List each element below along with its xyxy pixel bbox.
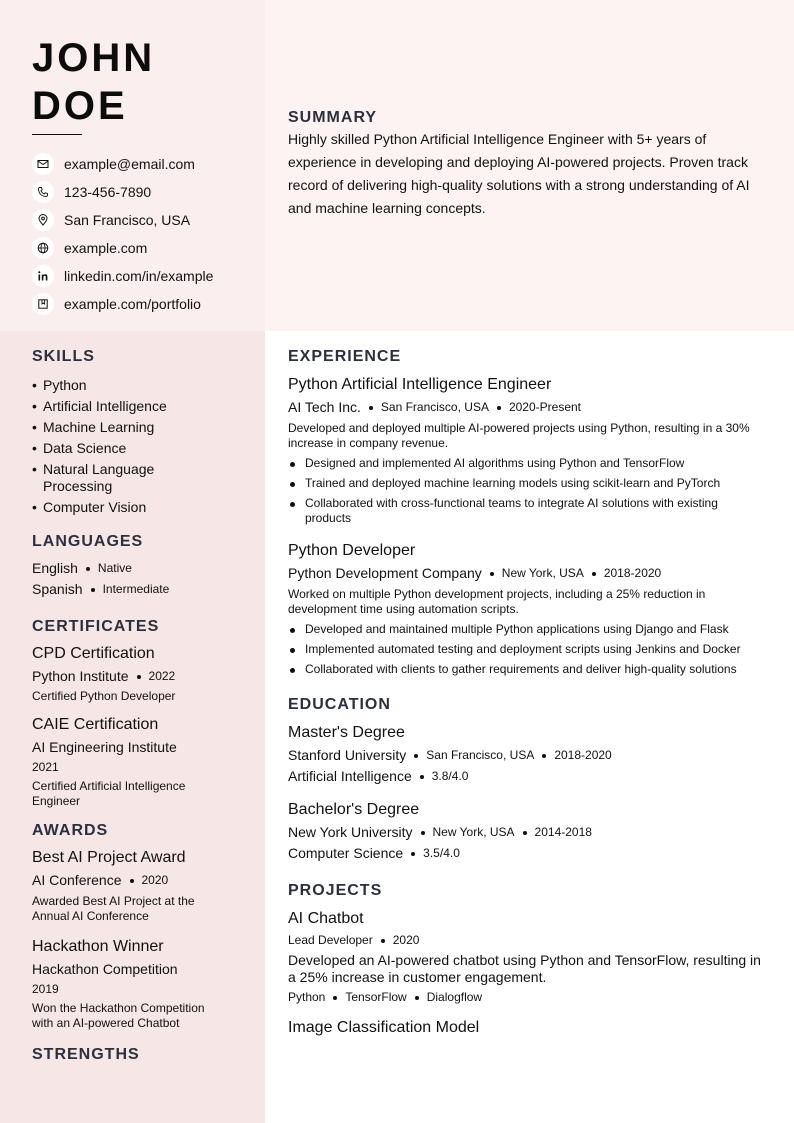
- first-name: JOHN: [32, 36, 156, 80]
- contact-portfolio-text: example.com/portfolio: [64, 296, 201, 312]
- project-title: AI Chatbot: [288, 910, 364, 927]
- certificate-desc: Certified Artificial Intelligence Engineer: [32, 779, 186, 808]
- contact-website-text: example.com: [64, 240, 148, 256]
- project-tech: Python TensorFlow Dialogflow: [288, 990, 483, 1004]
- certificate-item: [32, 643, 242, 704]
- award-meta: AI Conference 2020: [32, 872, 169, 888]
- contact-location-text: San Francisco, USA: [64, 212, 191, 228]
- experience-section: [288, 347, 766, 677]
- projects-heading: PROJECTS: [288, 882, 383, 899]
- certificates-heading: CERTIFICATES: [32, 618, 160, 635]
- job-title: Python Developer: [288, 542, 416, 559]
- certificate-item: [32, 714, 242, 809]
- job-bullet: Designed and implemented AI algorithms using Python and TensorFlow: [288, 456, 766, 471]
- language-item: Spanish Intermediate: [32, 581, 170, 597]
- award-title: Hackathon Winner: [32, 938, 164, 955]
- contact-linkedin-text: linkedin.com/in/example: [64, 268, 214, 284]
- left-column: [32, 347, 242, 1077]
- skill-item: • Data Science: [32, 440, 127, 456]
- contact-email-text: example@email.com: [64, 156, 195, 172]
- education-item: [288, 799, 766, 864]
- languages-heading: LANGUAGES: [32, 533, 144, 550]
- certificate-issuer: AI Engineering Institute: [32, 739, 177, 755]
- award-year: 2019: [32, 982, 59, 996]
- education-section: [288, 695, 766, 864]
- projects-section: [288, 881, 766, 1039]
- award-desc: Won the Hackathon Competition with an AI-powered Chatbot: [32, 1001, 205, 1030]
- job-bullet: Developed and maintained multiple Python applications using Django and Flask: [288, 622, 766, 637]
- linkedin-icon: [32, 265, 54, 287]
- job-item: [288, 374, 766, 526]
- skills-section: [32, 347, 242, 518]
- awards-heading: AWARDS: [32, 822, 109, 839]
- awards-section: [32, 821, 242, 1031]
- certificate-desc: Certified Python Developer: [32, 689, 176, 703]
- award-issuer: Hackathon Competition: [32, 961, 178, 977]
- certificate-title: CPD Certification: [32, 645, 155, 662]
- degree-title: Master's Degree: [288, 724, 405, 741]
- skill-item: • Artificial Intelligence: [32, 398, 167, 414]
- project-item: [288, 908, 766, 1005]
- contact-phone-text: 123-456-7890: [64, 184, 152, 200]
- award-desc: Awarded Best AI Project at the Annual AI Conference: [32, 894, 195, 923]
- skill-item: • Machine Learning: [32, 419, 155, 435]
- contact-email[interactable]: [32, 150, 213, 178]
- certificate-year: 2021: [32, 760, 59, 774]
- award-item: [32, 847, 242, 924]
- globe-icon: [32, 237, 54, 259]
- contact-location: [32, 206, 213, 234]
- education-meta: New York University New York, USA 2014-2018: [288, 824, 592, 840]
- award-title: Best AI Project Award: [32, 849, 186, 866]
- language-item: English Native: [32, 560, 132, 576]
- contact-website[interactable]: [32, 234, 213, 262]
- contact-portfolio[interactable]: [32, 290, 213, 318]
- phone-icon: [32, 181, 54, 203]
- right-column: [288, 347, 766, 1039]
- job-bullet: Collaborated with clients to gather requirements and deliver high-quality solutions: [288, 662, 766, 677]
- education-item: [288, 722, 766, 787]
- job-desc: Worked on multiple Python development projects, including a 25% reduction in development time using automation scripts.: [288, 587, 706, 616]
- job-item: [288, 540, 766, 677]
- contact-linkedin[interactable]: [32, 262, 213, 290]
- summary-section: [288, 108, 766, 220]
- portfolio-icon: [32, 293, 54, 315]
- skill-item: • Python: [32, 377, 87, 393]
- job-bullet: Trained and deployed machine learning models using scikit-learn and PyTorch: [288, 476, 766, 491]
- certificate-title: CAIE Certification: [32, 716, 159, 733]
- summary-heading: SUMMARY: [288, 109, 378, 126]
- name-divider: [32, 134, 82, 135]
- project-desc: Developed an AI-powered chatbot using Python and TensorFlow, resulting in a 25% increase in customer engagement.: [288, 952, 761, 985]
- certificates-section: [32, 617, 242, 809]
- email-icon: [32, 153, 54, 175]
- job-meta: AI Tech Inc. San Francisco, USA 2020-Present: [288, 399, 581, 415]
- job-title: Python Artificial Intelligence Engineer: [288, 376, 552, 393]
- contact-list: [32, 150, 213, 318]
- experience-heading: EXPERIENCE: [288, 348, 402, 365]
- summary-text: Highly skilled Python Artificial Intelligence Engineer with 5+ years of experience in developing and deploying AI-powered projects. Proven track record of delivering high-quality solutions with a strong understanding of AI and machine learning concepts.: [288, 131, 750, 216]
- project-item: [288, 1017, 766, 1039]
- award-item: [32, 936, 242, 1031]
- project-meta: Lead Developer 2020: [288, 933, 420, 947]
- job-bullet: Collaborated with cross-functional teams to integrate AI solutions with existing products: [288, 496, 766, 526]
- job-meta: Python Development Company New York, USA 2018-2020: [288, 565, 662, 581]
- project-title: Image Classification Model: [288, 1019, 480, 1036]
- education-heading: EDUCATION: [288, 696, 391, 713]
- education-field: Artificial Intelligence 3.8/4.0: [288, 768, 469, 784]
- last-name: DOE: [32, 84, 128, 128]
- languages-section: [32, 532, 242, 600]
- degree-title: Bachelor's Degree: [288, 801, 420, 818]
- strengths-section: [32, 1045, 242, 1065]
- job-bullet: Implemented automated testing and deployment scripts using Jenkins and Docker: [288, 642, 766, 657]
- skills-heading: SKILLS: [32, 348, 95, 365]
- job-desc: Developed and deployed multiple AI-powered projects using Python, resulting in a 30% increase in company revenue.: [288, 421, 750, 450]
- education-meta: Stanford University San Francisco, USA 2018-2020: [288, 747, 612, 763]
- candidate-name: [32, 34, 155, 130]
- skill-item: • Natural Language Processing: [32, 461, 155, 494]
- strengths-heading: STRENGTHS: [32, 1046, 140, 1063]
- certificate-meta: Python Institute 2022: [32, 668, 176, 684]
- education-field: Computer Science 3.5/4.0: [288, 845, 460, 861]
- location-icon: [32, 209, 54, 231]
- skill-item: • Computer Vision: [32, 499, 147, 515]
- contact-phone[interactable]: [32, 178, 213, 206]
